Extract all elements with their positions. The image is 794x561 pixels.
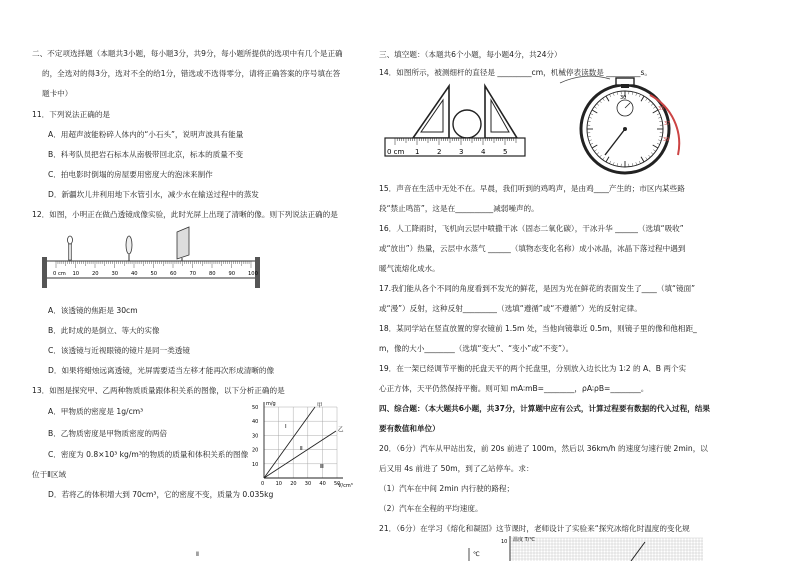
graph-x-ticks xyxy=(261,481,340,487)
watch-label-39: 39 xyxy=(663,137,670,143)
magnifier-arc xyxy=(560,76,610,83)
section4-heading-line2: 要有数值和单位） xyxy=(379,424,440,433)
watch-label-35: 35 xyxy=(658,106,665,112)
bench-label: 60 xyxy=(170,271,177,277)
section2-intro-line3: 题卡中） xyxy=(42,89,73,98)
q12-option-b: B．此时成的是倒立、等大的实像 xyxy=(48,326,160,335)
graph-y-ticks xyxy=(252,405,258,468)
q11-option-c: C．拍电影时倒塌的房屋要用密度大的泡沫来制作 xyxy=(48,170,213,179)
stopwatch-crown xyxy=(616,78,634,85)
x-tick-label: 0 xyxy=(261,481,265,487)
q20-part2: （2）汽车在全程的平均速度。 xyxy=(379,504,483,513)
ruler-triangles-figure xyxy=(381,82,531,162)
bench-label: 90 xyxy=(228,271,236,277)
q13-option-d: D．若将乙的体积增大到 70cm³，它的密度不变，质量为 0.035kg xyxy=(48,490,274,499)
y-tick-label: 20 xyxy=(252,447,259,454)
q16-line2: 或“放出”）热量，云层中水蒸气 ______（填物态变化名称）成小冰晶，冰晶下落过程中遇到 xyxy=(379,244,686,253)
temperature-graph xyxy=(465,534,705,561)
q18-line2: m，像的大小________（选填“变大”、“变小”或“不变”）。 xyxy=(379,344,574,353)
triangle-left xyxy=(413,86,449,138)
section2-intro-line1: 二、不定项选择题（本题共3小题，每小题3分，共9分，每小题所提供的选项中有几个是正确 xyxy=(32,49,343,58)
graph-grid xyxy=(264,407,337,478)
bench-label: 40 xyxy=(131,271,138,277)
q19-line2: 心正方体，天平仍然保持平衡。则可知 mA∶mB=________，ρA∶ρB=________。 xyxy=(379,384,649,393)
q17-line1: 17.我们能从各个不同的角度看到不发光的鲜花，是因为光在鲜花的表面发生了____（填“镜面” xyxy=(379,284,696,293)
bench-left-support xyxy=(42,257,47,288)
label-yi: 乙 xyxy=(338,427,344,433)
thin-rod-cross-section xyxy=(453,110,481,138)
section4-heading-line1: 四、综合题：（本大题共6小题，共37分，计算题中应有公式，计算过程要有数据的代入过程，结果 xyxy=(379,404,710,413)
q21-stem: 21．（6分）在学习《熔化和凝固》这节课时，老师设计了实验来“探究冰熔化时温度的变化规 xyxy=(379,524,690,533)
q13-option-c: C．密度为 0.8×10³ kg/m³的物质的质量和体积关系的图像 xyxy=(48,450,249,459)
graph-xlabel: V/cm³ xyxy=(338,483,353,489)
triangle-right xyxy=(485,86,517,138)
x-tick-label: 10 xyxy=(275,481,282,487)
temp-graph-grid xyxy=(510,538,703,561)
label-jia: 甲 xyxy=(317,403,323,409)
ruler-label: 1 xyxy=(415,148,420,156)
page-number: Ⅱ xyxy=(196,551,199,558)
x-tick-label: 30 xyxy=(304,481,312,487)
candle xyxy=(68,236,73,260)
q14-stem: 14．如图所示，被测细杆的直径是 _________cm，机械停表读数是 _________s。 xyxy=(379,68,653,77)
section2-intro-line2: 的，全选对的得3分，选对不全的给1分，错选或不选得零分，请将正确答案的序号填在答 xyxy=(42,69,341,78)
optical-bench-figure xyxy=(40,225,265,293)
mass-volume-graph xyxy=(248,398,363,490)
y-tick-label: 50 xyxy=(252,405,259,411)
stopwatch-figure xyxy=(550,75,685,180)
region-1: Ⅰ xyxy=(285,424,287,430)
q11-stem: 11．下列说法正确的是 xyxy=(32,110,111,119)
thermometer-unit: ℃ xyxy=(473,551,480,558)
x-tick-label: 50 xyxy=(334,481,341,487)
q13-option-a: A．甲物质的密度是 1g/cm³ xyxy=(48,407,144,416)
line-jia xyxy=(264,407,315,478)
bench-label: 30 xyxy=(111,271,119,277)
q13-stem: 13．如图是探究甲、乙两种物质质量跟体积关系的图像，以下分析正确的是 xyxy=(32,386,285,395)
ruler-label: 4 xyxy=(481,148,486,156)
q13-option-b: B．乙物质密度是甲物质密度的两倍 xyxy=(48,429,168,438)
q12-option-c: C．该透镜与近视眼镜的镜片是同一类透镜 xyxy=(48,346,190,355)
bench-label: 0 cm xyxy=(53,271,66,277)
bench-label: 100 xyxy=(248,271,258,277)
ruler-label: 5 xyxy=(503,148,508,156)
q19-line1: 19．在一架已经调节平衡的托盘天平的两个托盘里，分别放入边长比为 1∶2 的 A、B 两个实 xyxy=(379,364,687,373)
y-tick-label: 30 xyxy=(252,433,259,440)
q15-line1: 15．声音在生活中无处不在。早晨，我们听到的鸡鸣声，是由鸡____产生的；市区内某些路 xyxy=(379,184,685,193)
q20-line1: 20．（6分）汽车从甲站出发，前 20s 前进了 100m，然后以 36km/h 的速度匀速行驶 2min，以 xyxy=(379,444,708,453)
section3-heading: 三、填空题：（本题共6个小题，每小题4分，共24分） xyxy=(379,50,562,59)
q12-option-a: A．该透镜的焦距是 30cm xyxy=(48,306,138,315)
x-tick-label: 20 xyxy=(290,481,297,487)
temp-tick-10: 10 xyxy=(501,539,508,545)
q13-option-c-cont: 位于Ⅱ区域 xyxy=(32,470,67,479)
q15-line2: 段“禁止鸣笛”，这是在__________减弱噪声的。 xyxy=(379,204,539,213)
q18-line1: 18．某同学站在竖直放置的穿衣镜前 1.5m 处，当他向镜靠近 0.5m，则镜子里的像和他相距_ xyxy=(379,324,697,333)
region-2: Ⅱ xyxy=(300,446,303,452)
bench-label: 20 xyxy=(92,271,99,277)
q20-line2: 后又用 4s 前进了 50m，到了乙站停车。求： xyxy=(379,464,534,473)
ruler-label: 2 xyxy=(437,148,442,156)
q11-option-a: A．用超声波能粉碎人体内的“小石头”，说明声波具有能量 xyxy=(48,130,244,139)
light-screen xyxy=(177,227,189,262)
bench-label: 70 xyxy=(189,271,197,277)
q17-line2: 或“漫”）反射，这种反射_________（选填“遵循”或“不遵循”）光的反射定律。 xyxy=(379,304,642,313)
temp-axis-label: 温度 T/℃ xyxy=(513,537,535,543)
line-yi xyxy=(264,431,336,478)
graph-ylabel: m/g xyxy=(266,401,276,407)
x-tick-label: 40 xyxy=(319,481,326,487)
y-tick-label: 40 xyxy=(252,419,259,426)
q11-option-d: D．新疆坎儿井利用地下水管引水，减少水在输送过程中的蒸发 xyxy=(48,190,259,199)
bench-label: 80 xyxy=(209,271,216,277)
q12-stem: 12．如图，小明正在做凸透镜成像实验，此时光屏上出现了清晰的像。则下列说法正确的是 xyxy=(32,210,338,219)
watch-label-30: 30 xyxy=(620,95,627,101)
q20-part1: （1）汽车在中间 2min 内行驶的路程； xyxy=(379,484,515,493)
watch-label-37: 37 xyxy=(664,121,671,127)
q11-option-b: B．科考队员把岩石标本从南极带回北京，标本的质量不变 xyxy=(48,150,244,159)
convex-lens xyxy=(126,236,132,261)
ruler-label: 0 cm xyxy=(387,148,405,156)
bench-label: 50 xyxy=(150,271,158,277)
q16-line3: 暖气流熔化成水。 xyxy=(379,264,440,273)
ruler-label: 3 xyxy=(459,148,464,156)
bench-label: 10 xyxy=(72,271,80,277)
region-3: Ⅲ xyxy=(320,464,324,470)
q16-line1: 16．人工降雨时，飞机向云层中喷撒干冰（固态二氧化碳），干冰升华 ______（选填“吸收” xyxy=(379,224,684,233)
q12-option-d: D．如果将蜡烛远离透镜，光屏需要适当左移才能再次形成清晰的像 xyxy=(48,366,275,375)
y-tick-label: 10 xyxy=(252,461,259,468)
